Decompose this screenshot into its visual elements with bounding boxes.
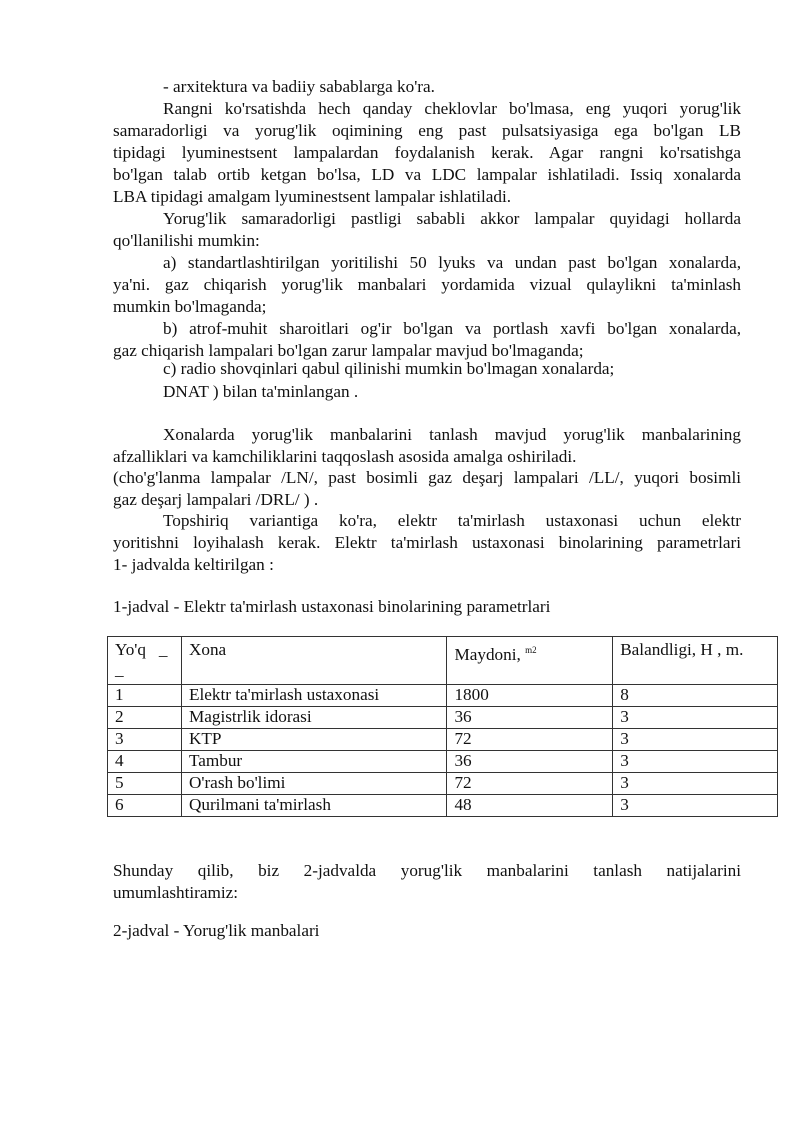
header-number-mark-2: _ bbox=[115, 660, 124, 679]
cell-number: 4 bbox=[108, 751, 182, 773]
header-area-unit: m2 bbox=[525, 645, 537, 655]
text-line: tipidagi lyuminestsent lampalardan foydalanish kerak. Agar rangni ko'rsatishga bbox=[113, 143, 741, 162]
header-room: Xona bbox=[181, 637, 447, 685]
cell-area: 72 bbox=[447, 773, 613, 795]
text-line: yoritishni loyihalash kerak. Elektr ta'mirlash ustaxonasi binolarining parametrlari bbox=[113, 533, 741, 552]
cell-number: 2 bbox=[108, 707, 182, 729]
cell-room: Tambur bbox=[181, 751, 447, 773]
text-line: gaz deşarj lampalari /DRL/ ) . bbox=[113, 490, 319, 509]
cell-height: 3 bbox=[613, 707, 778, 729]
text-line: afzalliklari va kamchiliklarini taqqoslash asosida amalga oshiriladi. bbox=[113, 447, 577, 466]
cell-number: 1 bbox=[108, 685, 182, 707]
text-line: c) radio shovqinlari qabul qilinishi mumkin bo'lmagan xonalarda; bbox=[163, 359, 615, 378]
text-line: ya'ni. gaz chiqarish yorug'lik manbalari yordamida vizual qulaylikni ta'minlash bbox=[113, 275, 741, 294]
text-line: samaradorligi va yorug'lik oqimining eng past pulsatsiyasiga ega bo'lgan LB bbox=[113, 121, 741, 140]
paragraph-incandescent bbox=[113, 208, 741, 252]
table-row bbox=[108, 773, 778, 795]
text-line: bo'lgan talab ortib ketgan bo'lsa, LD va LDC lampalar ishlatiladi. Issiq xonalarda bbox=[113, 165, 741, 184]
cell-room: O'rash bo'limi bbox=[181, 773, 447, 795]
text-line: Xonalarda yorug'lik manbalarini tanlash mavjud yorug'lik manbalarining bbox=[163, 425, 741, 444]
table2-caption: 2-jadval - Yorug'lik manbalari bbox=[113, 921, 320, 940]
header-area bbox=[447, 637, 613, 685]
table1-caption: 1-jadval - Elektr ta'mirlash ustaxonasi binolarining parametrlari bbox=[113, 597, 551, 616]
text-line: DNAT ) bilan ta'minlangan . bbox=[163, 382, 359, 401]
text-line: Shunday qilib, biz 2-jadvalda yorug'lik manbalarini tanlash natijalarini bbox=[113, 861, 741, 880]
cell-room: KTP bbox=[181, 729, 447, 751]
cell-height: 3 bbox=[613, 773, 778, 795]
header-number bbox=[108, 637, 182, 685]
text-line: 1- jadvalda keltirilgan : bbox=[113, 555, 274, 574]
text-line: b) atrof-muhit sharoitlari og'ir bo'lgan va portlash xavfi bo'lgan xonalarda, bbox=[163, 319, 741, 338]
paragraph-lamp-types bbox=[113, 98, 741, 208]
paragraph-case-a bbox=[113, 252, 741, 318]
cell-area: 72 bbox=[447, 729, 613, 751]
cell-area: 36 bbox=[447, 751, 613, 773]
table-row bbox=[108, 795, 778, 817]
cell-number: 3 bbox=[108, 729, 182, 751]
text-line: qo'llanilishi mumkin: bbox=[113, 231, 260, 250]
cell-room: Elektr ta'mirlash ustaxonasi bbox=[181, 685, 447, 707]
paragraph-dnat bbox=[113, 381, 741, 403]
text-line: Topshiriq variantiga ko'ra, elektr ta'mirlash ustaxonasi uchun elektr bbox=[163, 511, 741, 530]
text-line: (cho'g'lanma lampalar /LN/, past bosimli gaz deşarj lampalari /LL/, yuqori bosimli bbox=[113, 468, 741, 487]
paragraph-lamp-list bbox=[113, 467, 741, 511]
cell-height: 3 bbox=[613, 751, 778, 773]
cell-number: 6 bbox=[108, 795, 182, 817]
text-line: Yorug'lik samaradorligi pastligi sababli akkor lampalar quyidagi hollarda bbox=[163, 209, 741, 228]
table-row bbox=[108, 729, 778, 751]
cell-area: 36 bbox=[447, 707, 613, 729]
cell-area: 1800 bbox=[447, 685, 613, 707]
cell-number: 5 bbox=[108, 773, 182, 795]
header-area-label: Maydoni, bbox=[454, 645, 526, 664]
text-line: a) standartlashtirilgan yoritilishi 50 lyuks va undan past bo'lgan xonalarda, bbox=[163, 253, 741, 272]
table-row bbox=[108, 751, 778, 773]
header-number-label: Yo'q bbox=[115, 640, 146, 659]
cell-room: Qurilmani ta'mirlash bbox=[181, 795, 447, 817]
text-line: Rangni ko'rsatishda hech qanday cheklovlar bo'lmasa, eng yuqori yorug'lik bbox=[163, 99, 741, 118]
cell-area: 48 bbox=[447, 795, 613, 817]
text-line: mumkin bo'lmaganda; bbox=[113, 297, 267, 316]
table-row bbox=[108, 707, 778, 729]
text-line: - arxitektura va badiiy sabablarga ko'ra. bbox=[163, 77, 435, 96]
cell-room: Magistrlik idorasi bbox=[181, 707, 447, 729]
table-header-row bbox=[108, 637, 778, 685]
paragraph-summary bbox=[113, 860, 741, 904]
paragraph-task bbox=[113, 510, 741, 576]
paragraph-case-c bbox=[113, 358, 741, 380]
cell-height: 3 bbox=[613, 795, 778, 817]
paragraph-case-b bbox=[113, 318, 741, 362]
text-line: LBA tipidagi amalgam lyuminestsent lampalar ishlatiladi. bbox=[113, 187, 512, 206]
paragraph-selection bbox=[113, 424, 741, 468]
table-row bbox=[108, 685, 778, 707]
cell-height: 3 bbox=[613, 729, 778, 751]
paragraph-architecture bbox=[113, 76, 741, 98]
cell-height: 8 bbox=[613, 685, 778, 707]
text-line: gaz chiqarish lampalari bo'lgan zarur lampalar mavjud bo'lmaganda; bbox=[113, 341, 584, 360]
header-number-mark: _ bbox=[158, 640, 168, 659]
rooms-table bbox=[107, 636, 778, 817]
text-line: umumlashtiramiz: bbox=[113, 883, 239, 902]
header-height: Balandligi, H , m. bbox=[613, 637, 778, 685]
